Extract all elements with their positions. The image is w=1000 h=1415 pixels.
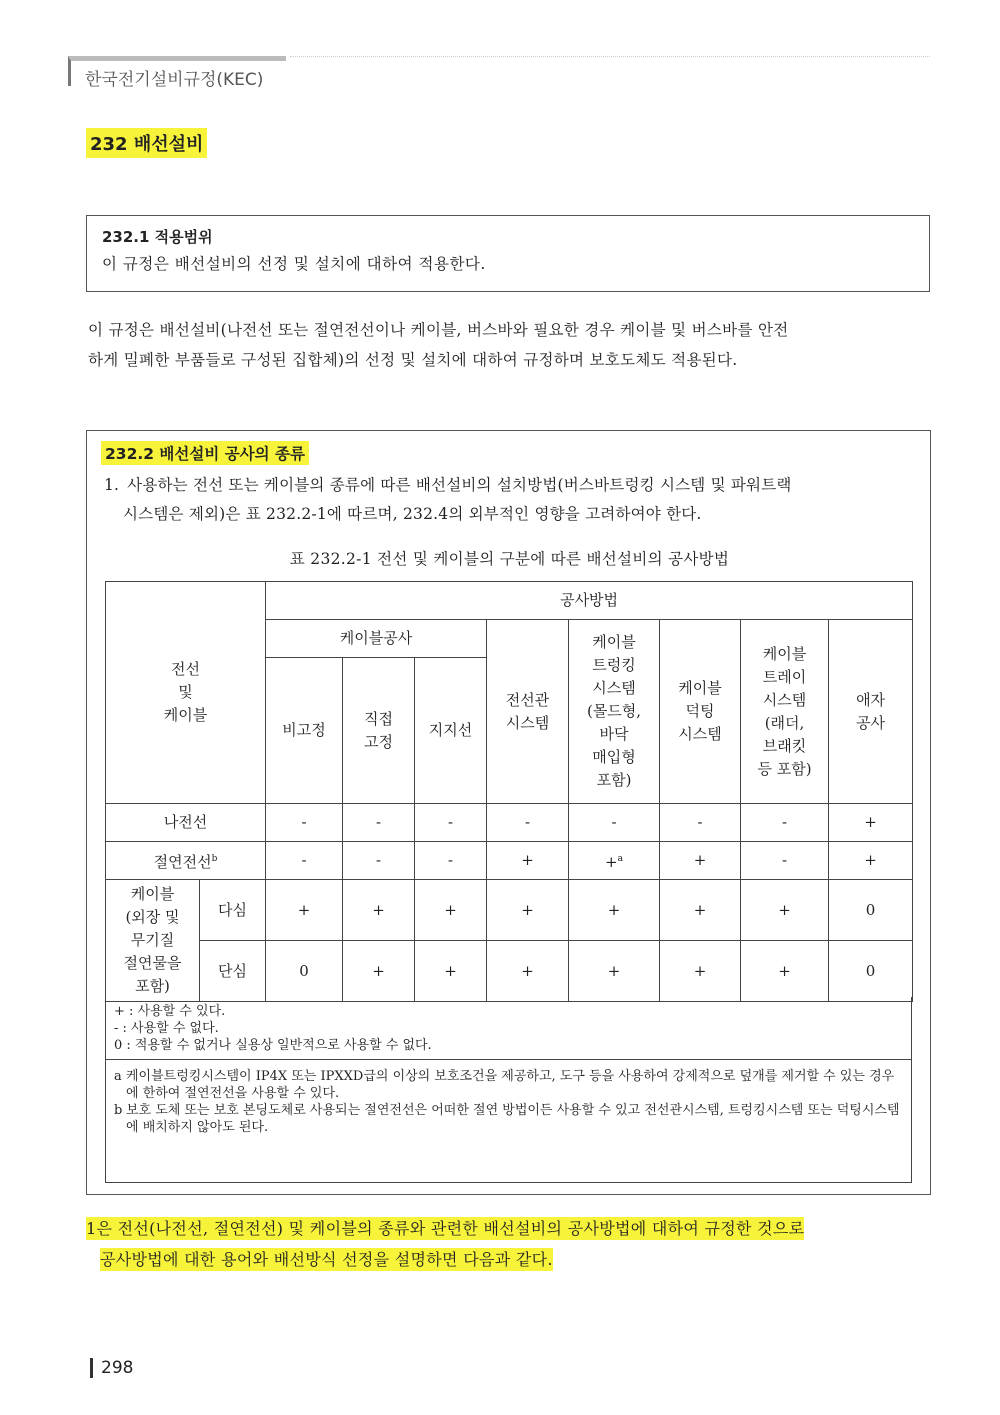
table-corner-header: [106, 582, 266, 804]
table-cell: 0: [266, 941, 343, 1002]
col-text: 시스템: [678, 725, 722, 743]
footnote-key: b: [114, 1103, 123, 1118]
col-text: 포함): [596, 771, 632, 789]
scope-box: [86, 215, 930, 292]
col-conduit: [487, 620, 569, 804]
table-cell: +: [266, 880, 343, 941]
scope-body: 이 규정은 배선설비의 선정 및 설치에 대하여 적용한다.: [102, 255, 486, 273]
col-text: 시스템: [592, 679, 636, 697]
col-ducting: [660, 620, 741, 804]
col-text: 매입형: [592, 748, 636, 766]
table-cell: +: [829, 842, 913, 880]
wiring-types-box: [86, 430, 931, 1195]
legend: [106, 997, 911, 1055]
cable-label-line: 포함): [135, 977, 170, 995]
row-label: 나전선: [106, 804, 266, 842]
col-direct-fixed: [343, 658, 415, 804]
footnotes: [106, 1059, 911, 1136]
cable-label-line: 무기질: [130, 931, 175, 949]
col-text: (래더,: [764, 713, 805, 732]
table-cell: +: [343, 941, 415, 1002]
cable-label-line: 절연물을: [123, 954, 182, 972]
table-cell: +: [487, 941, 569, 1002]
corner-line: 및: [178, 683, 193, 701]
table-row: [106, 941, 913, 1002]
table-cell: -: [487, 804, 569, 842]
table-cell: +: [741, 880, 829, 941]
table-cell: +: [660, 880, 741, 941]
page-number: 298: [90, 1358, 133, 1378]
footnote-text: 케이블트렁킹시스템이 IP4X 또는 IPXXD급의 이상의 보호조건을 제공하고, 도구 등을 사용하여 강제적으로 덮개를 제거할 수 있는 경우에 한하여 절연전선을 사용할 수 있다.: [126, 1069, 895, 1101]
table-cell: +: [660, 941, 741, 1002]
section-title: 232 배선설비: [86, 128, 207, 158]
wiring-types-title: 232.2 배선설비 공사의 종류: [101, 441, 309, 465]
table-cell: +: [487, 880, 569, 941]
cable-work-header: 케이블공사: [266, 620, 487, 658]
cable-label-line: (외장 및: [125, 908, 180, 926]
intro-line-1: 이 규정은 배선설비(나전선 또는 절연전선이나 케이블, 버스바와 필요한 경우 케이블 및 버스바를 안전: [88, 321, 789, 339]
table-cell: -: [266, 804, 343, 842]
table-row: [106, 804, 913, 842]
table-cell: +: [343, 880, 415, 941]
cell-sup: a: [617, 853, 623, 864]
legend-item: 0 : 적용할 수 없거나 실용상 일반적으로 사용할 수 없다.: [114, 1038, 432, 1053]
table-cell: +: [569, 941, 660, 1002]
table-cell: +: [487, 842, 569, 880]
col-insulator: [829, 620, 913, 804]
table-cell: -: [343, 804, 415, 842]
col-text: 케이블: [592, 633, 636, 651]
bottom-line-1: 1은 전선(나전선, 절연전선) 및 케이블의 종류와 관련한 배선설비의 공사방법에 대하여 규정한 것으로: [86, 1219, 805, 1238]
col-text: (몰드형,: [586, 702, 642, 720]
corner-line: 전선: [171, 660, 200, 678]
col-text: 케이블: [762, 644, 807, 663]
cable-row-label: [106, 880, 200, 1002]
footnote-a: [114, 1068, 911, 1102]
table-caption: 표 232.2-1 전선 및 케이블의 구분에 따른 배선설비의 공사방법: [289, 550, 730, 568]
cell-text: +: [605, 852, 618, 871]
footnote-b: [114, 1102, 911, 1136]
table-row: [106, 842, 913, 880]
table-row: [106, 880, 913, 941]
col-text: 케이블: [678, 679, 722, 697]
corner-line: 케이블: [163, 706, 208, 724]
col-text: 전선관: [505, 690, 550, 709]
col-text: 애자: [856, 690, 886, 709]
bottom-paragraph: [86, 1213, 946, 1275]
cable-label-line: 케이블: [130, 885, 175, 903]
col-text: 트렁킹: [592, 656, 636, 674]
intro-paragraph: [88, 315, 936, 375]
table-cell: +: [415, 941, 487, 1002]
item-line-2: 시스템은 제외)은 표 232.2-1에 따르며, 232.4의 외부적인 영향을 고려하여야 한다.: [123, 505, 702, 523]
method-group-header: 공사방법: [266, 582, 913, 620]
table-cell: 0: [829, 941, 913, 1002]
wiring-types-item: [104, 471, 924, 529]
bottom-line-2: 공사방법에 대한 용어와 배선방식 선정을 설명하면 다음과 같다.: [100, 1250, 553, 1269]
table-cell: -: [415, 842, 487, 880]
table-cell: [569, 842, 660, 880]
legend-item: - : 사용할 수 없다.: [114, 1021, 219, 1036]
col-text: 직접: [364, 709, 393, 728]
item-line-1: 사용하는 전선 또는 케이블의 종류에 따른 배선설비의 설치방법(버스바트렁킹 시스템 및 파워트랙: [127, 476, 792, 494]
item-number: 1.: [104, 476, 120, 494]
scope-title: 232.1 적용범위: [102, 228, 213, 246]
running-header: [68, 56, 286, 90]
col-text: 바닥: [599, 725, 629, 743]
row-label: 다심: [200, 880, 266, 941]
table-cell: +: [829, 804, 913, 842]
row-label: 단심: [200, 941, 266, 1002]
table-cell: +: [569, 880, 660, 941]
table-cell: +: [741, 941, 829, 1002]
table-cell: -: [741, 842, 829, 880]
row-label-sup: b: [211, 853, 218, 864]
col-text: 시스템: [505, 713, 550, 732]
col-text: 고정: [364, 732, 393, 751]
footnote-text: 보호 도체 또는 보호 본딩도체로 사용되는 절연전선은 어떠한 절연 방법이든 사용할 수 있고 전선관시스템, 트렁킹시스템 또는 덕팅시스템에 배치하지 않아도 된다.: [126, 1103, 900, 1135]
col-text: 공사: [856, 713, 886, 732]
col-messenger: 지지선: [415, 658, 487, 804]
table-notes: [105, 997, 912, 1183]
table-cell: -: [266, 842, 343, 880]
legend-item: + : 사용할 수 있다.: [114, 1004, 226, 1019]
col-non-fixed: 비고정: [266, 658, 343, 804]
table-cell: -: [741, 804, 829, 842]
table-cell: -: [415, 804, 487, 842]
col-text: 등 포함): [757, 759, 812, 778]
table-cell: 0: [829, 880, 913, 941]
table-cell: -: [660, 804, 741, 842]
row-label-text: 절연전선: [153, 852, 212, 871]
col-text: 트레이: [762, 667, 807, 686]
header-rule: [290, 56, 930, 57]
footnote-key: a: [114, 1069, 122, 1084]
table-cell: +: [415, 880, 487, 941]
col-trunking: [569, 620, 660, 804]
intro-line-2: 하게 밀폐한 부품들로 구성된 집합체)의 선정 및 설치에 대하여 규정하며 보호도체도 적용된다.: [88, 351, 738, 369]
header-title: 한국전기설비규정(KEC): [85, 70, 264, 90]
wiring-method-table: [105, 581, 913, 1002]
table-cell: +: [660, 842, 741, 880]
col-tray: [741, 620, 829, 804]
col-text: 덕팅: [685, 702, 715, 720]
col-text: 브래킷: [762, 736, 807, 755]
table-cell: -: [569, 804, 660, 842]
table-cell: -: [343, 842, 415, 880]
row-label: [106, 842, 266, 880]
col-text: 시스템: [762, 690, 807, 709]
